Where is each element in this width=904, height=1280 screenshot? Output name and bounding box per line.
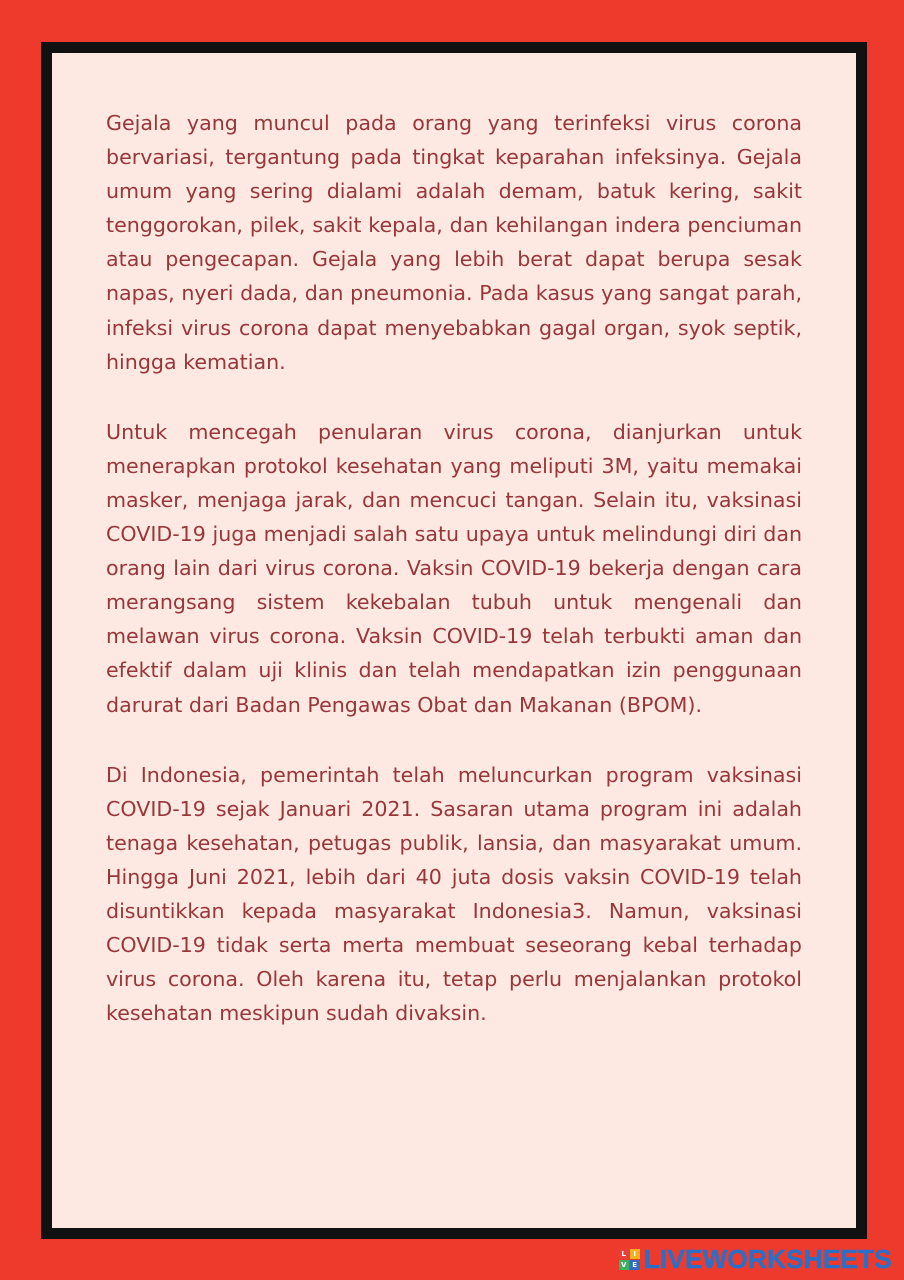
document-body [106, 106, 802, 1030]
logo-letter-l: L [619, 1249, 629, 1259]
paragraph-prevention: Untuk mencegah penularan virus corona, dianjurkan untuk menerapkan protokol kesehatan yang meliputi 3M, yaitu memakai masker, menjaga jarak, dan mencuci tangan. Selain itu, vaksinasi COVID-19 juga menjadi salah satu upaya untuk melindungi diri dan orang lain dari virus corona. Vaksin COVID-19 bekerja dengan cara merangsang sistem kekebalan tubuh untuk mengenali dan melawan virus corona. Vaksin COVID-19 telah terbukti aman dan efektif dalam uji klinis dan telah mendapatkan izin penggunaan darurat dari Badan Pengawas Obat dan Makanan (BPOM). [106, 419, 802, 717]
liveworksheets-logo-icon [619, 1249, 640, 1270]
logo-letter-v: V [619, 1260, 629, 1270]
logo-letter-e: E [630, 1260, 640, 1270]
paragraph-symptoms: Gejala yang muncul pada orang yang terinfeksi virus corona bervariasi, tergantung pada tingkat keparahan infeksinya. Gejala umum yang sering dialami adalah demam, batuk kering, sakit tenggorokan, pilek, sakit kepala, dan kehilangan indera penciuman atau pengecapan. Gejala yang lebih berat dapat berupa sesak napas, nyeri dada, dan pneumonia. Pada kasus yang sangat parah, infeksi virus corona dapat menyebabkan gagal organ, syok septik, hingga kematian. [106, 111, 802, 374]
logo-letter-i: I [630, 1249, 640, 1259]
watermark-text: LIVEWORKSHEETS [643, 1243, 892, 1274]
paragraph-vaccination-indonesia: Di Indonesia, pemerintah telah meluncurkan program vaksinasi COVID-19 sejak Januari 2021. Sasaran utama program ini adalah tenaga kesehatan, petugas publik, lansia, dan masyarakat umum. Hingga Juni 2021, lebih dari 40 juta dosis vaksin COVID-19 telah disuntikkan kepada masyarakat Indonesia3. Namun, vaksinasi COVID-19 tidak serta merta membuat seseorang kebal terhadap virus corona. Oleh karena itu, tetap perlu menjalankan protokol kesehatan meskipun sudah divaksin. [106, 762, 802, 1026]
liveworksheets-watermark [619, 1244, 892, 1274]
